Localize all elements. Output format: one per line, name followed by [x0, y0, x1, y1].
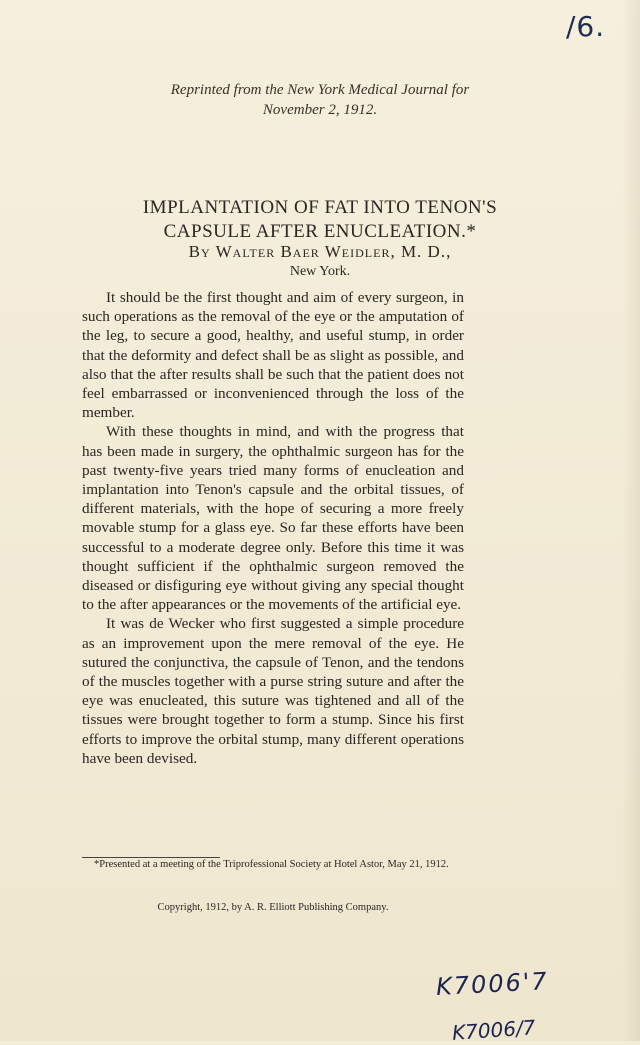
article-body — [82, 288, 464, 768]
title-line-1: IMPLANTATION OF FAT INTO TENON'S — [142, 197, 498, 218]
author-byline: By Walter Baer Weidler, M. D., — [188, 242, 452, 261]
reprint-line-1: Reprinted from the New York Medical Journal for — [170, 82, 470, 98]
paragraph-3: It was de Wecker who first suggested a simple procedure as an improvement upon the mere removal of the eye. He sutured the conjunctiva, the capsule of Tenon, and the tendons of the muscles together with a purse string suture and after the eye was enucleated, this suture was tightened and all of the tissues were brought together to form a stump. Since his first efforts to improve the orbital stump, many different operations have been devised. — [82, 615, 464, 767]
handwritten-catalog-number: K7006'7 — [435, 967, 550, 1001]
paragraph-1: It should be the first thought and aim of every surgeon, in such operations as the removal of the eye or the amputation of the leg, to secure a good, healthy, and useful stump, in order that the deformity and defect shall be as slight as possible, and also that the after results shall be such that the patient does not feel embarrassed or inconvenienced through the loss of the member. — [82, 289, 464, 422]
paragraph-2: With these thoughts in mind, and with the progress that has been made in surgery, the ophthalmic surgeon has for the past twenty-five years tried many forms of enucleation and implantation into Tenon's capsule and the orbital tissues, of different materials, with the hope of securing a more freely movable stump for a glass eye. So far these efforts have been successful to a moderate degree only. Before this time it was thought sufficient if the ophthalmic surgeon removed the diseased or disfiguring eye without giving any special thought to the after appearances or the movements of the artificial eye. — [82, 423, 464, 614]
author-city: New York. — [289, 264, 351, 279]
page-edge-shadow — [622, 0, 640, 1041]
reprint-line-2: November 2, 1912. — [262, 102, 378, 118]
copyright-line: Copyright, 1912, by A. R. Elliott Publishing Company. — [157, 902, 389, 913]
handwritten-catalog-number-2: K7006/7 — [451, 1015, 537, 1045]
article-title — [60, 196, 580, 244]
handwritten-corner-number: /6. — [566, 10, 606, 43]
footnote: *Presented at a meeting of the Triprofessional Society at Hotel Astor, May 21, 1912. — [94, 859, 449, 870]
reprint-notice — [60, 80, 580, 120]
title-line-2: CAPSULE AFTER ENUCLEATION.* — [163, 221, 477, 242]
